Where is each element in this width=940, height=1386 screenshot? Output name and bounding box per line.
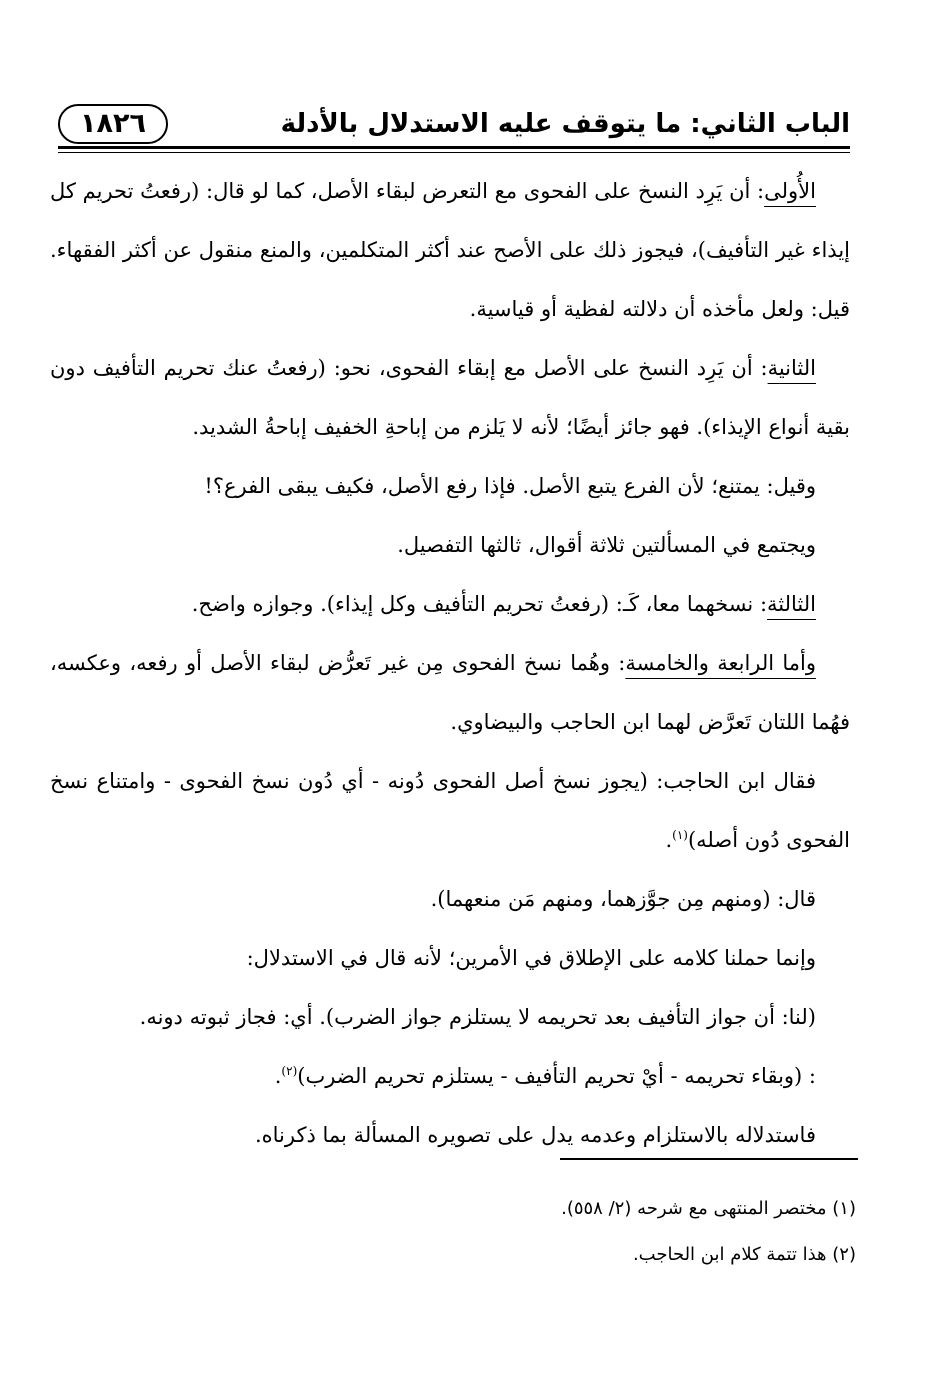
- paragraph-ibn-hajib: [50, 752, 850, 870]
- paragraph-text: وإنما حملنا كلامه على الإطلاق في الأمرين؛ لأنه قال في الاستدلال:: [246, 946, 816, 970]
- paragraph-third: [50, 575, 850, 634]
- running-title: الباب الثاني: ما يتوقف عليه الاستدلال بالأدلة: [280, 109, 850, 139]
- footnote-item: (٢) هذا تتمة كلام ابن الحاجب.: [632, 1244, 856, 1265]
- paragraph-explanation: [50, 929, 850, 988]
- paragraph-text: : أن يَرِد النسخ على الأصل مع إبقاء الفحوى، نحو: (رفعتُ عنك تحريم التأفيف دون بقية أنواع الإيذاء). فهو جائز أيضًا؛ لأنه لا يَلزم من إباحةِ الخفيف إباحةُ الشديد.: [50, 356, 850, 439]
- paragraph-text: : وهُما نسخ الفحوى مِن غير تَعرُّض لبقاء الأصل أو رفعه، وعكسه، فهُما اللتان تَعرَّض لهما ابن الحاجب والبيضاوي.: [50, 651, 850, 734]
- paragraph-continuation: [50, 1047, 850, 1106]
- paragraph-end: .: [274, 1064, 282, 1088]
- paragraph-text: : (وبقاء تحريمه - أيْ تحريم التأفيف - يستلزم تحريم الضرب): [297, 1064, 816, 1088]
- paragraph-objection: [50, 457, 850, 516]
- paragraph-lead: الثانية: [767, 356, 816, 380]
- paragraph-lead: الأُولى: [764, 179, 816, 203]
- footnotes: [80, 1186, 856, 1278]
- header-rule-thin: [58, 152, 850, 153]
- paragraph-lead: الثالثة: [767, 592, 816, 616]
- paragraph-end: .: [665, 828, 673, 852]
- paragraph-text: قال: (ومنهم مِن جوَّزهما، ومنهم مَن منعهما).: [430, 887, 816, 911]
- paragraph-text: وقيل: يمتنع؛ لأن الفرع يتبع الأصل. فإذا رفع الأصل، فكيف يبقى الفرع؟!: [204, 474, 816, 498]
- paragraph-text: (لنا: أن جواز التأفيف بعد تحريمه لا يستلزم جواز الضرب). أي: فجاز ثبوته دونه.: [139, 1005, 816, 1029]
- footnote-ref[interactable]: (١): [672, 828, 688, 842]
- paragraph-argument: [50, 988, 850, 1047]
- paragraph-lead: وأما الرابعة والخامسة: [625, 651, 816, 675]
- paragraph-text: ويجتمع في المسألتين ثلاثة أقوال، ثالثها التفصيل.: [397, 533, 816, 557]
- header-rule: [58, 146, 850, 149]
- paragraph-summary: [50, 516, 850, 575]
- paragraph-second: [50, 339, 850, 457]
- main-text: [50, 162, 850, 1165]
- paragraph-text: : نسخهما معا، كَـ: (رفعتُ تحريم التأفيف وكل إيذاء). وجوازه واضح.: [191, 592, 768, 616]
- footnote-separator: [560, 1158, 858, 1160]
- paragraph-text: فاستدلاله بالاستلزام وعدمه يدل على تصويره المسألة بما ذكرناه.: [254, 1123, 816, 1147]
- paragraph-conclusion: [50, 1106, 850, 1165]
- page-header: [58, 100, 850, 148]
- paragraph-fourth-fifth: [50, 634, 850, 752]
- footnote-ref[interactable]: (٢): [281, 1064, 298, 1078]
- paragraph-quote: [50, 870, 850, 929]
- footnote-item: (١) مختصر المنتهى مع شرحه (٢/ ٥٥٨).: [561, 1198, 856, 1219]
- paragraph-text: : أن يَرِد النسخ على الفحوى مع التعرض لبقاء الأصل، كما لو قال: (رفعتُ تحريم كل إيذاء غير التأفيف)، فيجوز ذلك على الأصح عند أكثر المتكلمين، والمنع منقول عن أكثر الفقهاء. قيل: ولعل مأخذه أن دلالته لفظية أو قياسية.: [50, 179, 850, 321]
- paragraph-first: [50, 162, 850, 339]
- paragraph-text: فقال ابن الحاجب: (يجوز نسخ أصل الفحوى دُونه - أي دُون نسخ الفحوى - وامتناع نسخ الفحوى دُون أصله): [50, 769, 850, 852]
- page-number-badge: ١٨٢٦: [58, 104, 168, 144]
